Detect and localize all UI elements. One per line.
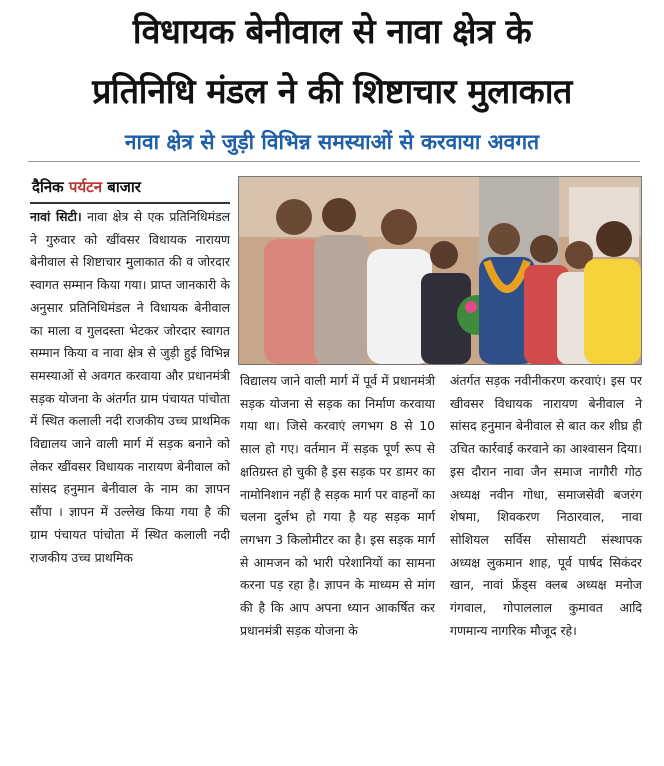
article-text-3: अंतर्गत सड़क नवीनीकरण करवाएं। इस पर खीवसर विधायक नारायण बेनीवाल ने सांसद हनुमान बेनीवाल से बात कर शीघ्र ही उचित कार्रवाई करवाने का आश्वासन दिया। इस दौरान नावा जैन समाज नागौरी गोठ अध्यक्ष नवीन गोधा, समाजसेवी बजरंग शेषमा, शिवकरण निठारवाल, नावा सोशियल सर्विस सोसायटी संस्थापक अध्यक्ष लुकमान शाह, पूर्व पार्षद सिकंदर खान, नावां फ्रेंड्स क्लब अध्यक्ष मनोज गंगवाल, गोपाललाल कुमावत आदि गणमान्य नागरिक मौजूद रहे। <box>450 373 642 638</box>
article-column-1 <box>30 206 230 756</box>
subheadline: नावा क्षेत्र से जुड़ी विभिन्न समस्याओं से करवाया अवगत <box>124 130 540 154</box>
divider-line <box>28 161 640 162</box>
brand-part-3: बाजार <box>102 178 141 196</box>
news-photo <box>238 176 642 365</box>
article-column-2 <box>240 370 435 760</box>
dateline: नावां सिटी। <box>30 209 82 224</box>
brand-underline <box>30 202 230 204</box>
brand-part-2: पर्यटन <box>68 178 103 196</box>
brand-part-1: दैनिक <box>32 178 69 196</box>
headline-line-1: विधायक बेनीवाल से नावा क्षेत्र के <box>132 12 532 52</box>
news-photo-illustration <box>239 177 641 364</box>
headline-line-2: प्रतिनिधि मंडल ने की शिष्टाचार मुलाकात <box>92 72 572 112</box>
publication-brand <box>32 173 232 201</box>
article-text-1: नावा क्षेत्र से एक प्रतिनिधिमंडल ने गुरुवार को खींवसर विधायक नारायण बेनीवाल से शिष्टाचार मुलाकात की व जोरदार स्वागत सम्मान किया गया। प्राप्त जानकारी के अनुसार प्रतिनिधिमंडल ने विधायक बेनीवाल का माला व गुलदस्ता भेटकर जोरदार स्वागत सम्मान किया व नावा क्षेत्र से जुड़ी हुई विभिन्न समस्याओं से अवगत करवाया और प्रधानमंत्री सड़क योजना के अंतर्गत ग्राम पंचायत पांचोता में स्थित कलाली नदी राजकीय उच्च प्राथमिक विद्यालय जाने वाली मार्ग में सड़क बनाने को लेकर खींवसर विधायक नारायण बेनीवाल को सांसद हनुमान बेनीवाल के नाम का ज्ञापन सौंपा । ज्ञापन में उल्लेख किया गया है की ग्राम पंचायत पांचोता में स्थित कलाली नदी राजकीय उच्च प्राथमिक <box>30 209 231 565</box>
article-column-3 <box>450 370 642 760</box>
article-text-2: विद्यालय जाने वाली मार्ग में पूर्व में प्रधानमंत्री सड़क योजना से सड़क का निर्माण करवाया गया था। जिसे करवाएं लगभग 8 से 10 साल हो गए। वर्तमान में सड़क पूर्ण रूप से क्षतिग्रस्त हो चुकी है इस सड़क पर डामर का नामोनिशान नहीं है सड़क मार्ग पर वाहनों का चलना दुर्लभ हो गया है यह सड़क मार्ग लगभग 3 किलोमीटर का है। इस सड़क मार्ग से आमजन को भारी परेशानियों का सामना करना पड़ रहा है। ज्ञापन के माध्यम से मांग की है कि आप अपना ध्यान आकर्षित कर प्रधानमंत्री सड़क योजना के <box>240 373 435 638</box>
